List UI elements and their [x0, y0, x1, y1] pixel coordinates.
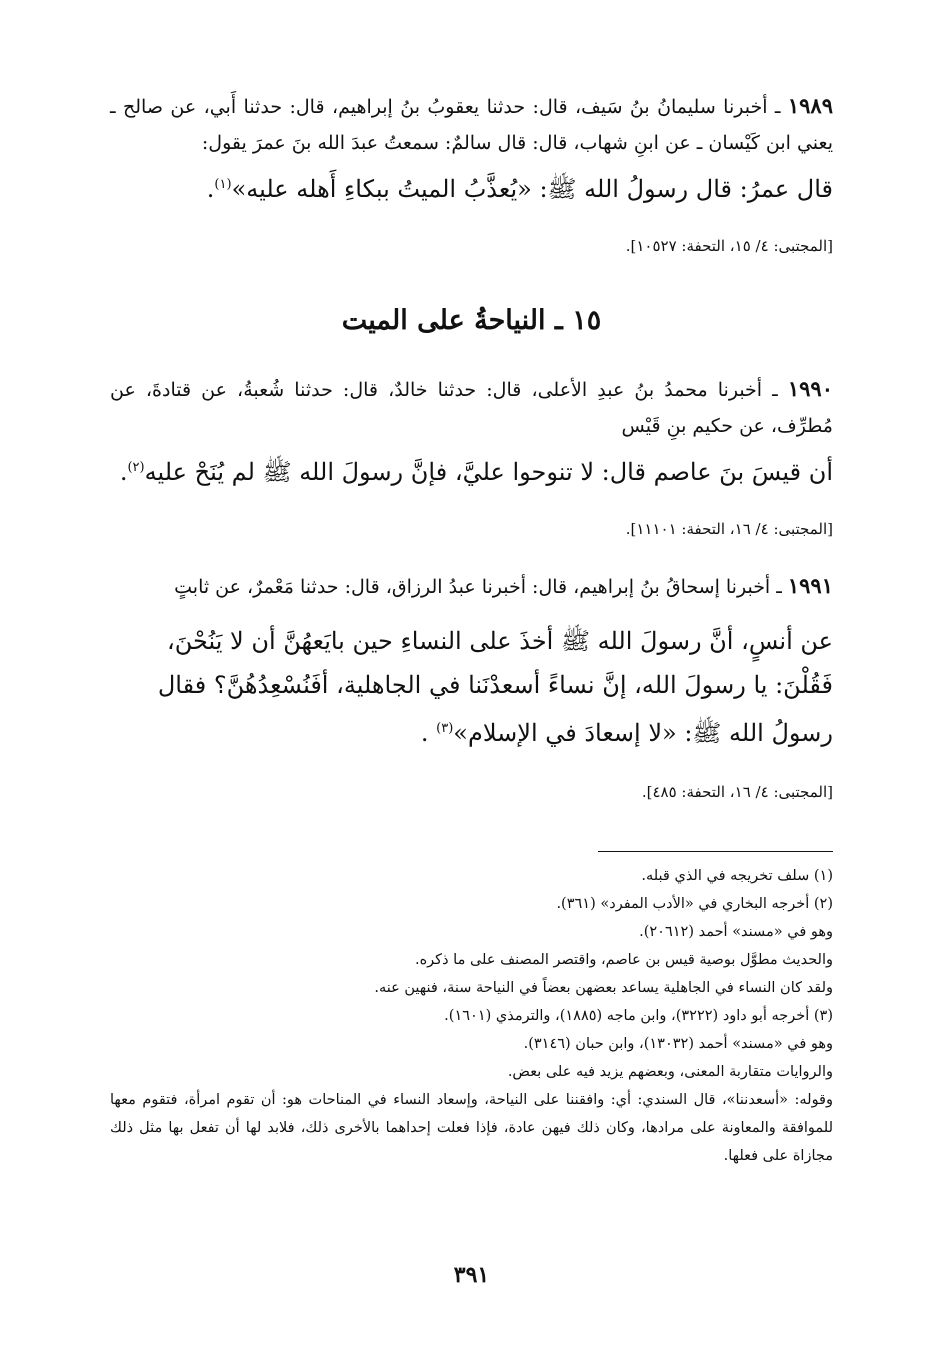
hadith-matn: [110, 163, 833, 211]
page-number: ٣٩١: [453, 1262, 490, 1288]
hadith-1989: [110, 88, 833, 259]
footnote-line: وهو في «مسند» أحمد (١٣٠٣٢)، وابن حبان (٣١٤٦).: [523, 1036, 833, 1052]
footnote-marker: (٣): [436, 721, 454, 736]
hadith-number: ١٩٩٠: [787, 376, 833, 401]
footnote-line: والحديث مطوَّل بوصية قيس بن عاصم، واقتصر المصنف على ما ذكره.: [414, 952, 833, 968]
matn-text: عن أنسٍ، أنَّ رسولَ الله ﷺ أخذَ على النساءِ حين بايَعهُنَّ أن لا يَنُحْنَ، فَقُلْنَ: يا رسولَ الله، إنَّ نساءً أسعدْنَنا في الجاهلية، أفَنُسْعِدُهُنَّ؟ فقال رسولُ الله ﷺ: «لا إسعادَ في الإسلام»: [157, 627, 833, 747]
footnote-marker: (١): [214, 177, 232, 192]
footnotes: [110, 851, 833, 1170]
hadith-matn: [110, 446, 833, 494]
footnote-line: (٣) أخرجه أبو داود (٣٢٢٢)، وابن ماجه (١٨٨٥)، والترمذي (١٦٠١).: [444, 1008, 833, 1024]
matn-end: .: [420, 719, 437, 747]
footnote-line: وهو في «مسند» أحمد (٢٠٦١٢).: [639, 924, 833, 940]
footnote-line: والروايات متقاربة المعنى، وبعضهم يزيد فيه على بعض.: [507, 1064, 833, 1080]
hadith-reference: [المجتبى: ٤/ ١٦، التحفة: ٤٨٥].: [641, 783, 833, 801]
hadith-isnad: [110, 371, 833, 444]
isnad-text: ـ أخبرنا إسحاقُ بنُ إبراهيم، قال: أخبرنا عبدُ الرزاق، قال: حدثنا مَعْمرٌ، عن ثابتٍ: [174, 576, 782, 598]
section-heading: ١٥ ـ النياحةُ على الميت: [341, 305, 602, 336]
matn-text: أن قيسَ بنَ عاصم قال: لا تنوحوا عليَّ، فإنَّ رسولَ الله ﷺ لم يُنَحْ عليه: [144, 458, 833, 486]
footnote-line: ولقد كان النساء في الجاهلية يساعد بعضهن بعضاً في النياحة سنة، فنهين عنه.: [374, 980, 833, 996]
footnote-line: (١) سلف تخريجه في الذي قبله.: [641, 868, 833, 884]
hadith-matn: [110, 619, 833, 755]
hadith-number: ١٩٩١: [787, 573, 833, 598]
hadith-1991: [110, 568, 833, 805]
hadith-reference: [المجتبى: ٤/ ١٦، التحفة: ١١١٠١].: [625, 520, 833, 538]
hadith-isnad: [110, 568, 833, 605]
matn-end: .: [119, 458, 128, 486]
hadith-number: ١٩٨٩: [787, 93, 833, 118]
hadith-1990: [110, 371, 833, 542]
matn-text: قال عمرُ: قال رسولُ الله ﷺ: «يُعذَّبُ الميتُ ببكاءِ أَهله عليه»: [231, 175, 833, 203]
hadith-isnad: [110, 88, 833, 161]
hadith-reference: [المجتبى: ٤/ ١٥، التحفة: ١٠٥٢٧].: [625, 237, 833, 255]
footnote-divider: [598, 851, 833, 852]
footnote-marker: (٢): [127, 460, 145, 475]
footnote-line: (٢) أخرجه البخاري في «الأدب المفرد» (٣٦١).: [556, 896, 833, 912]
footnote-line: وقوله: «أسعدننا»، قال السندي: أي: وافقننا على النياحة، وإسعاد النساء في المناحات هو: أن تقوم امرأة، فتقوم معها للموافقة والمعاونة على مرادها، وكان ذلك فيهن عادة، فإذا فعلت إحداهما بالأخرى ذلك، فلابد لها أن تفعل بها مثل ذلك مجازاة على فعلها.: [110, 1092, 833, 1164]
matn-end: .: [206, 175, 215, 203]
isnad-text: ـ أخبرنا سليمانُ بنُ سَيف، قال: حدثنا يعقوبُ بنُ إبراهيم، قال: حدثنا أَبي، عن صالح ـ يعني ابن كَيْسان ـ عن ابنِ شهاب، قال: قال سالمٌ: سمعتُ عبدَ الله بنَ عمرَ يقول:: [110, 96, 833, 154]
isnad-text: ـ أخبرنا محمدُ بنُ عبدِ الأعلى، قال: حدثنا خالدٌ، قال: حدثنا شُعبةُ، عن قتادةَ، عن مُطرِّف، عن حكيم بنِ قَيْس: [110, 379, 833, 437]
